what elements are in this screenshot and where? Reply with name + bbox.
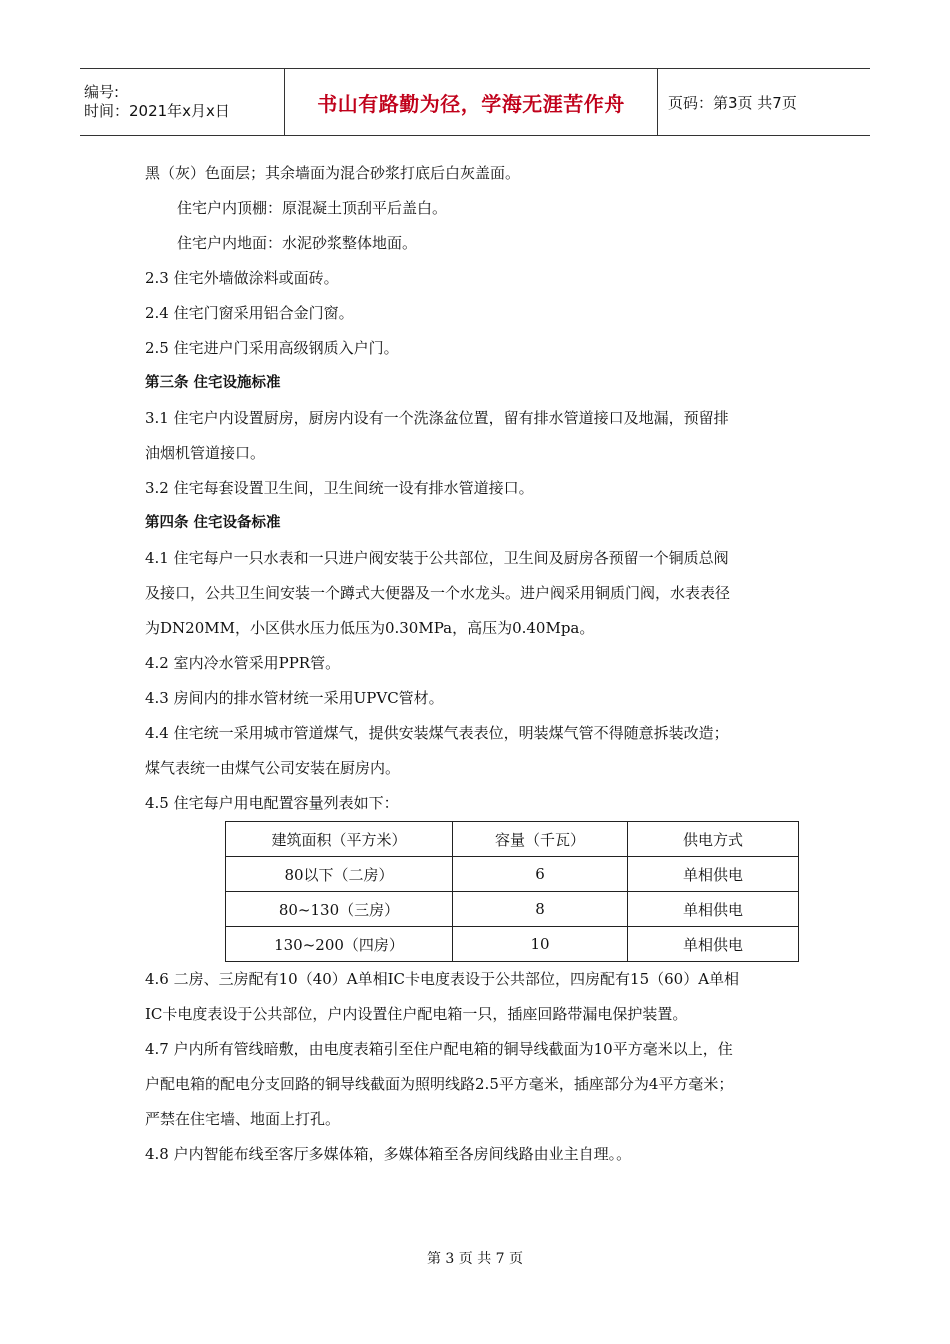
paragraph: 为DN20MM，小区供水压力低压为0.30MPa，高压为0.40Mpa。 <box>145 619 595 637</box>
header-motto: 书山有路勤为径，学海无涯苦作舟 <box>317 91 625 116</box>
header-meta <box>80 69 285 136</box>
section-heading: 第三条 住宅设施标准 <box>145 375 281 391</box>
paragraph: 2.3 住宅外墙做涂料或面砖。 <box>145 269 339 287</box>
table-cell: 8 <box>453 892 628 927</box>
table-cell: 80以下（二房） <box>226 857 453 892</box>
table-cell: 单相供电 <box>628 857 799 892</box>
paragraph: 4.2 室内冷水管采用PPR管。 <box>145 654 341 672</box>
section-heading: 第四条 住宅设备标准 <box>145 515 281 531</box>
paragraph: 户配电箱的配电分支回路的铜导线截面为照明线路2.5平方毫米，插座部分为4平方毫米； <box>145 1075 734 1093</box>
paragraph: 2.4 住宅门窗采用铝合金门窗。 <box>145 304 354 322</box>
header-page-number: 页码：第3页 共7页 <box>668 93 797 112</box>
paragraph: 住宅户内地面：水泥砂浆整体地面。 <box>177 234 418 252</box>
table-header-cell: 供电方式 <box>628 822 799 857</box>
table-header-row <box>226 822 799 857</box>
paragraph: 4.8 户内智能布线至客厅多媒体箱，多媒体箱至各房间线路由业主自理。。 <box>145 1145 632 1163</box>
power-capacity-table <box>225 821 799 962</box>
paragraph: 4.4 住宅统一采用城市管道煤气，提供安装煤气表表位，明装煤气管不得随意拆装改造； <box>145 724 729 742</box>
table-header-cell: 容量（千瓦） <box>453 822 628 857</box>
paragraph: 2.5 住宅进户门采用高级钢质入户门。 <box>145 339 399 357</box>
document-number-label: 编号: <box>84 83 120 101</box>
table-cell: 10 <box>453 927 628 962</box>
document-date: 时间：2021年x月x日 <box>84 102 230 120</box>
document-body <box>145 156 815 1172</box>
paragraph: 4.5 住宅每户用电配置容量列表如下： <box>145 794 399 812</box>
header-motto-cell <box>285 69 658 136</box>
paragraph: 及接口，公共卫生间安装一个蹲式大便器及一个水龙头。进户阀采用铜质门阀，水表表径 <box>145 584 731 602</box>
table-cell: 80~130（三房） <box>226 892 453 927</box>
table-row <box>226 892 799 927</box>
paragraph: 煤气表统一由煤气公司安装在厨房内。 <box>145 759 401 777</box>
paragraph: 严禁在住宅墙、地面上打孔。 <box>145 1110 341 1128</box>
paragraph: IC卡电度表设于公共部位，户内设置住户配电箱一只，插座回路带漏电保护装置。 <box>145 1005 688 1023</box>
paragraph: 3.1 住宅户内设置厨房，厨房内设有一个洗涤盆位置，留有排水管道接口及地漏，预留排 <box>145 409 729 427</box>
table-header-cell: 建筑面积（平方米） <box>226 822 453 857</box>
paragraph: 3.2 住宅每套设置卫生间，卫生间统一设有排水管道接口。 <box>145 479 534 497</box>
page-header <box>80 68 870 136</box>
table-cell: 单相供电 <box>628 927 799 962</box>
paragraph: 4.6 二房、三房配有10（40）A单相IC卡电度表设于公共部位，四房配有15（60）A单相 <box>145 970 740 988</box>
paragraph: 住宅户内顶棚：原混凝土顶刮平后盖白。 <box>177 199 448 217</box>
table-row <box>226 927 799 962</box>
paragraph: 4.7 户内所有管线暗敷，由电度表箱引至住户配电箱的铜导线截面为10平方毫米以上，住 <box>145 1040 733 1058</box>
paragraph: 4.3 房间内的排水管材统一采用UPVC管材。 <box>145 689 444 707</box>
table-row <box>226 857 799 892</box>
table-cell: 6 <box>453 857 628 892</box>
table-cell: 130~200（四房） <box>226 927 453 962</box>
paragraph: 黑（灰）色面层；其余墙面为混合砂浆打底后白灰盖面。 <box>145 164 521 182</box>
table-cell: 单相供电 <box>628 892 799 927</box>
paragraph: 4.1 住宅每户一只水表和一只进户阀安装于公共部位，卫生间及厨房各预留一个铜质总阀 <box>145 549 729 567</box>
page-footer: 第 3 页 共 7 页 <box>426 1251 524 1267</box>
paragraph: 油烟机管道接口。 <box>145 444 266 462</box>
